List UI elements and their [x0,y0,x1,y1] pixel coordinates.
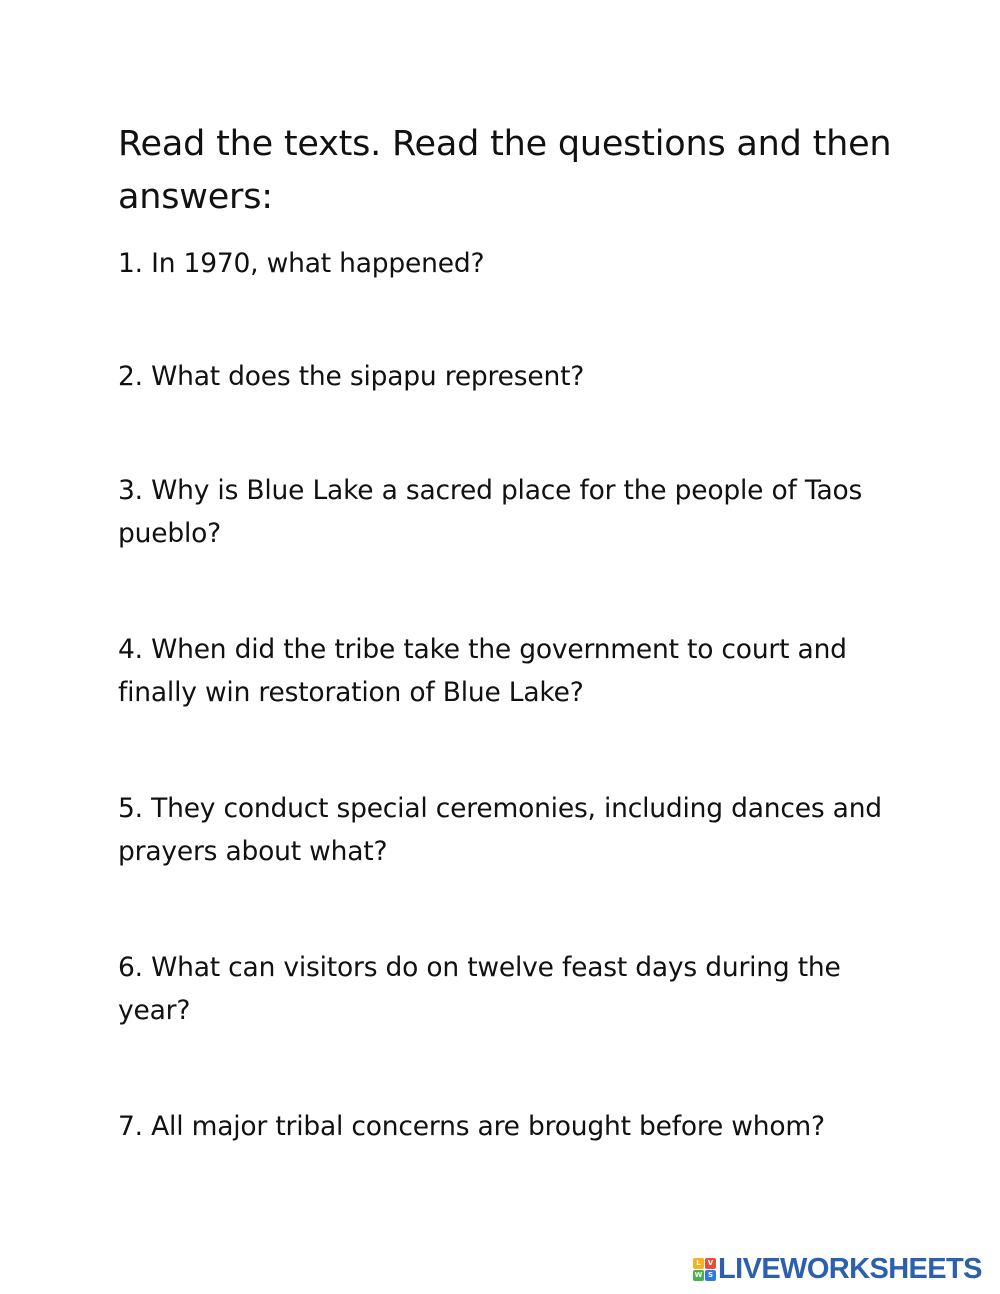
liveworksheets-icon [693,1258,716,1281]
logo-tile-s: S [705,1270,716,1281]
question-1: 1. In 1970, what happened? [118,248,485,279]
logo-tile-v: V [705,1258,716,1269]
worksheet-instructions: Read the texts. Read the questions and then answers: [118,124,892,217]
question-6: 6. What can visitors do on twelve feast days during the year? [118,952,841,1026]
liveworksheets-logo [693,1253,982,1285]
question-7: 7. All major tribal concerns are brought before whom? [118,1111,825,1142]
question-3: 3. Why is Blue Lake a sacred place for the people of Taos pueblo? [118,475,863,549]
question-4: 4. When did the tribe take the government to court and finally win restoration of Blue Lake? [118,634,847,708]
question-2: 2. What does the sipapu represent? [118,361,585,392]
logo-tile-l: L [693,1258,704,1269]
question-5: 5. They conduct special ceremonies, including dances and prayers about what? [118,793,882,867]
brand-name: LIVEWORKSHEETS [718,1252,982,1285]
logo-tile-w: W [694,1270,703,1279]
worksheet-page [118,118,898,224]
